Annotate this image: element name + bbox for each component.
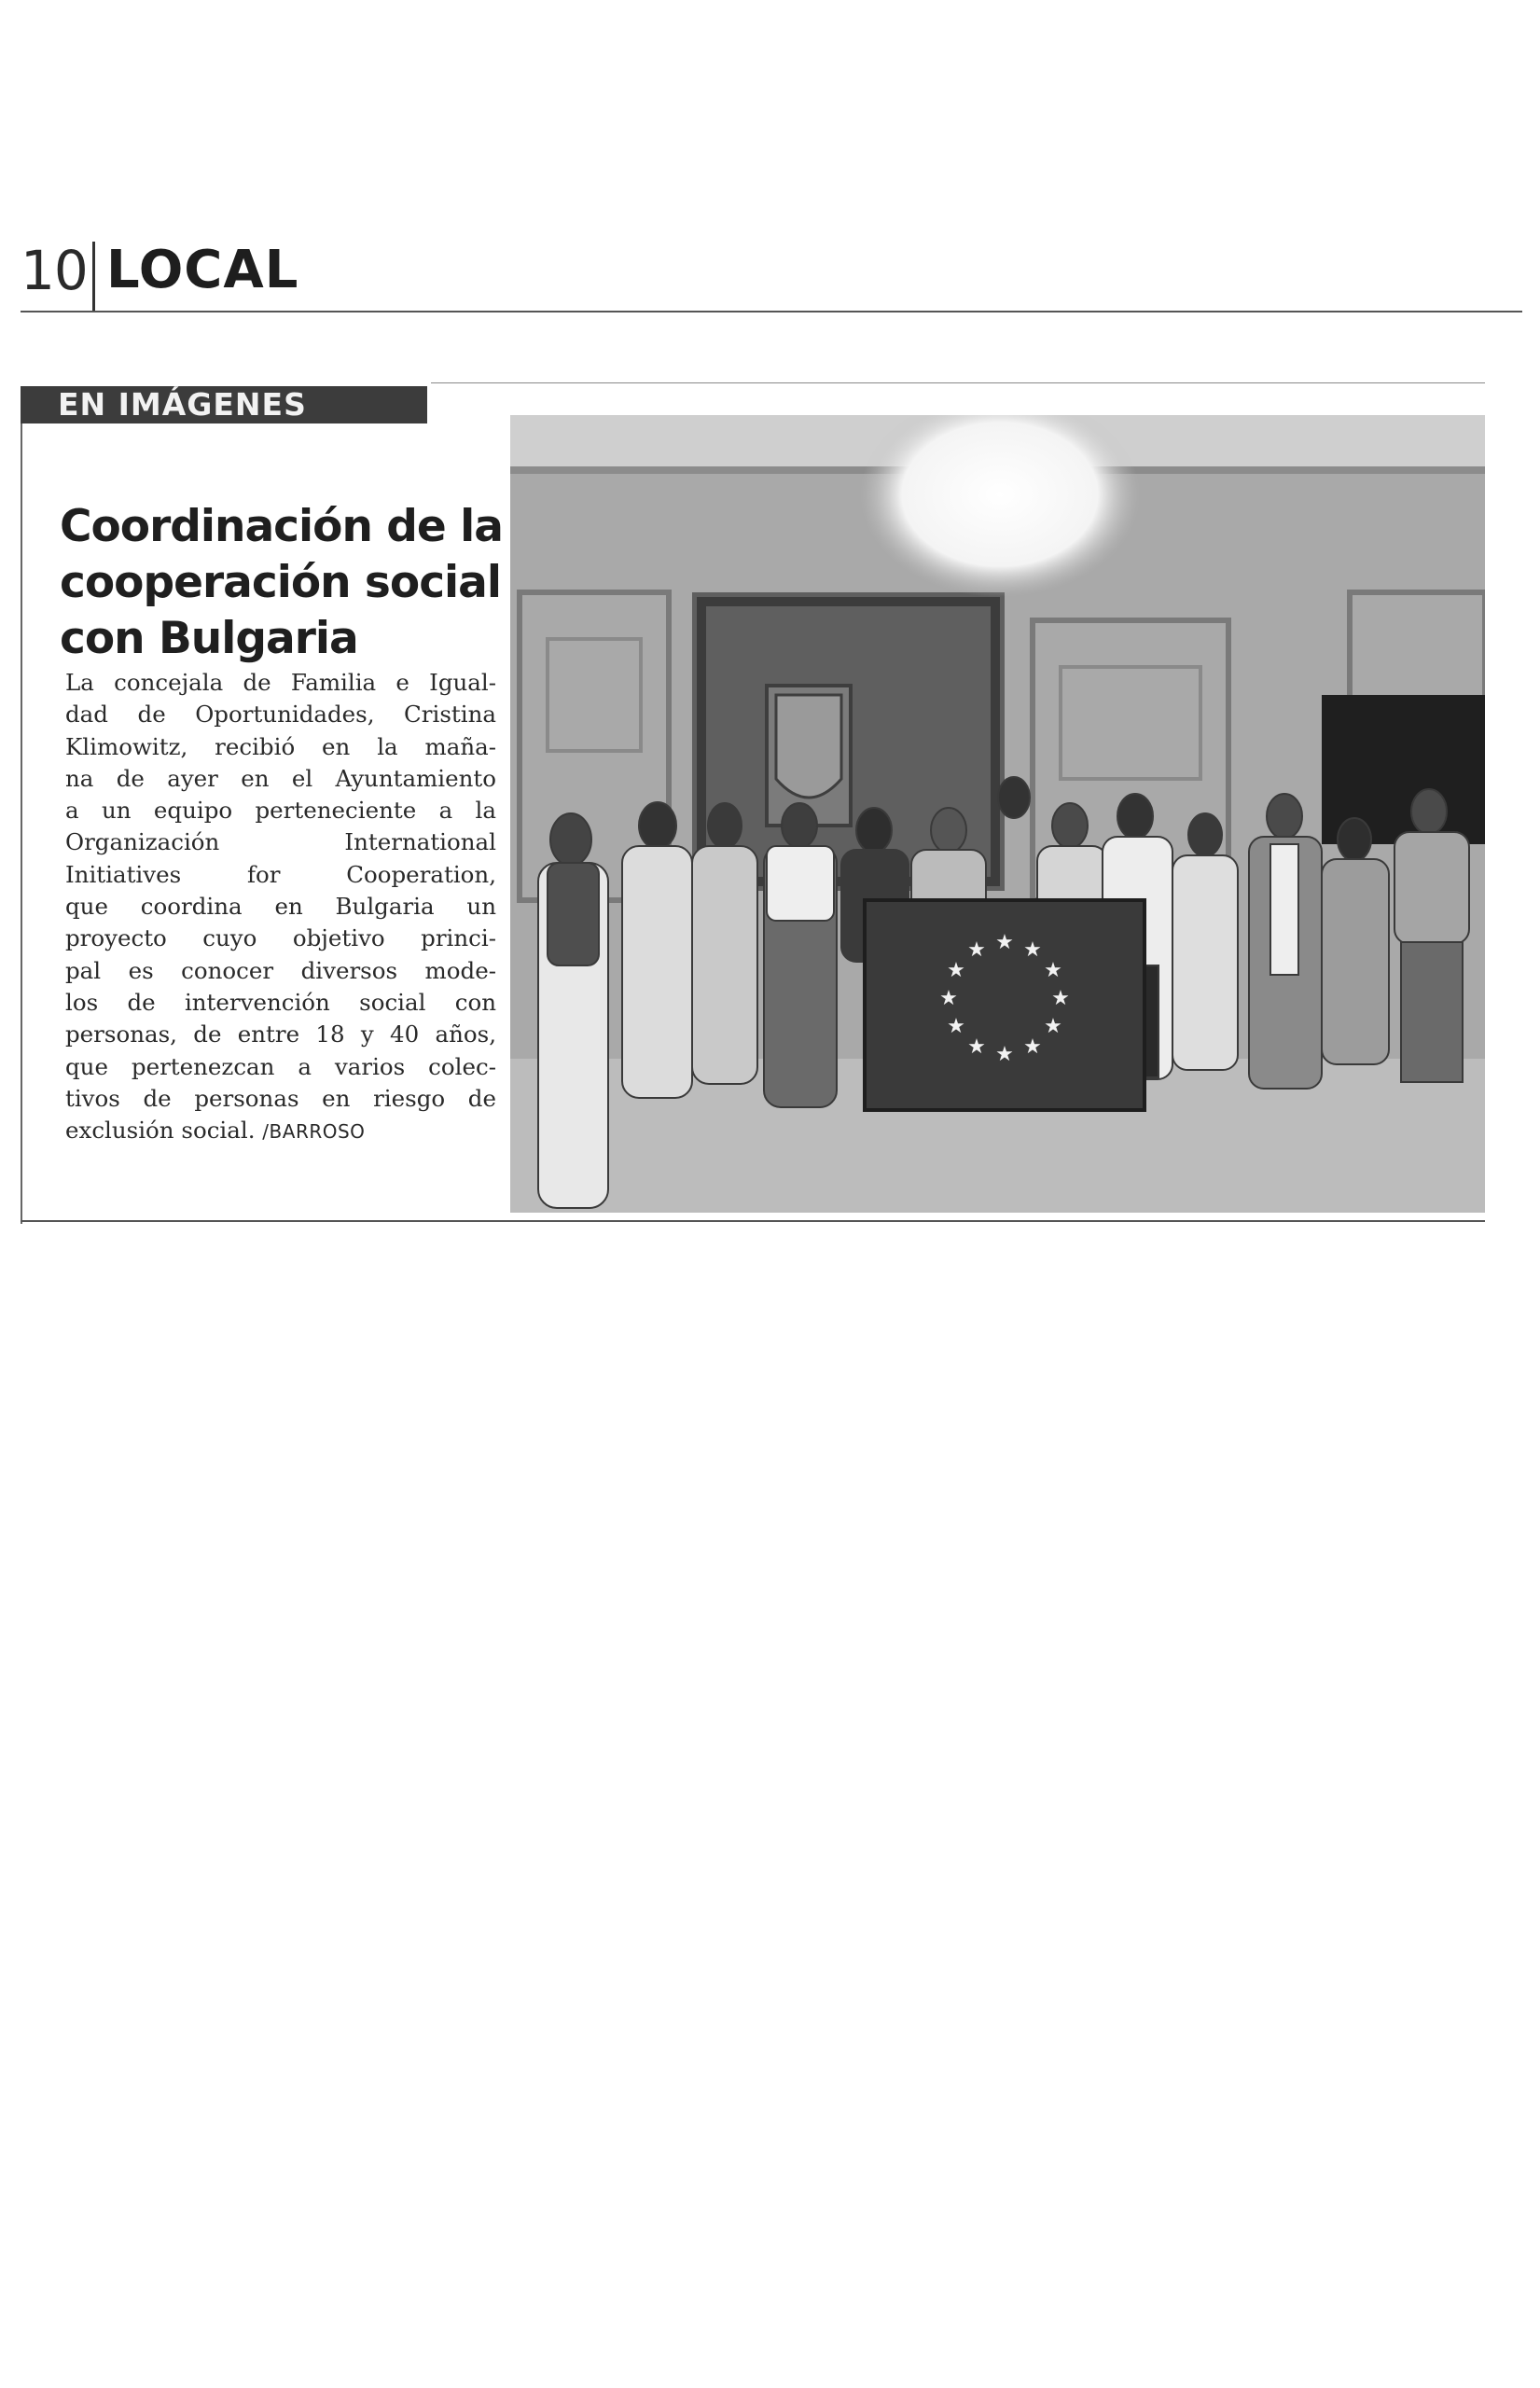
- headline-line: cooperación social: [60, 557, 501, 608]
- svg-text:★: ★: [1051, 987, 1070, 1010]
- body-line: dad de Oportunidades, Cristina: [65, 701, 496, 729]
- header-rule: [21, 311, 1522, 312]
- body-line: pal es conocer diversos mode-: [65, 956, 496, 984]
- article-photo: [510, 415, 1485, 1213]
- svg-text:★: ★: [947, 1015, 965, 1038]
- headline-line: con Bulgaria: [60, 613, 358, 664]
- svg-text:★: ★: [967, 1035, 986, 1059]
- svg-text:★: ★: [1023, 938, 1042, 962]
- page-number: 10: [21, 239, 88, 302]
- body-line: La concejala de Familia e Igual-: [65, 669, 496, 696]
- eu-flag: [865, 900, 1145, 1110]
- svg-text:★: ★: [995, 1043, 1014, 1066]
- article-body: [65, 667, 496, 1147]
- body-line: que coordina en Bulgaria un: [65, 893, 496, 921]
- body-line: personas, de entre 18 y 40 años,: [65, 1020, 496, 1048]
- article-top-rule: [431, 382, 1485, 383]
- body-last-text: exclusión social.: [65, 1117, 256, 1145]
- body-line: proyecto cuyo objetivo princi-: [65, 924, 496, 952]
- headline: [60, 499, 503, 667]
- body-line: Initiatives for Cooperation,: [65, 860, 496, 888]
- header-separator: [92, 242, 95, 312]
- kicker-label: EN IMÁGENES: [21, 386, 427, 423]
- body-line: Organización International: [65, 828, 496, 856]
- body-line: los de intervención social con: [65, 988, 496, 1016]
- article: [21, 382, 1485, 1222]
- body-last-line: [65, 1115, 496, 1147]
- section-name: LOCAL: [106, 240, 299, 300]
- body-line: tivos de personas en riesgo de: [65, 1084, 496, 1112]
- headline-line: Coordinación de la: [60, 501, 503, 552]
- body-line: que pertenezcan a varios colec-: [65, 1052, 496, 1080]
- photo-illustration: [510, 415, 1485, 1213]
- svg-text:★: ★: [1044, 959, 1062, 982]
- svg-text:★: ★: [1044, 1015, 1062, 1038]
- svg-text:★: ★: [947, 959, 965, 982]
- svg-text:★: ★: [995, 931, 1014, 954]
- body-line: Klimowitz, recibió en la maña-: [65, 732, 496, 760]
- svg-text:★: ★: [1023, 1035, 1042, 1059]
- page-header: [21, 238, 1522, 314]
- photo-credit: /BARROSO: [262, 1120, 366, 1144]
- article-bottom-rule: [21, 1220, 1485, 1222]
- body-line: na de ayer en el Ayuntamiento: [65, 764, 496, 792]
- svg-text:★: ★: [939, 987, 958, 1010]
- body-line: a un equipo perteneciente a la: [65, 797, 496, 825]
- article-left-rule: [21, 394, 22, 1224]
- svg-text:★: ★: [967, 938, 986, 962]
